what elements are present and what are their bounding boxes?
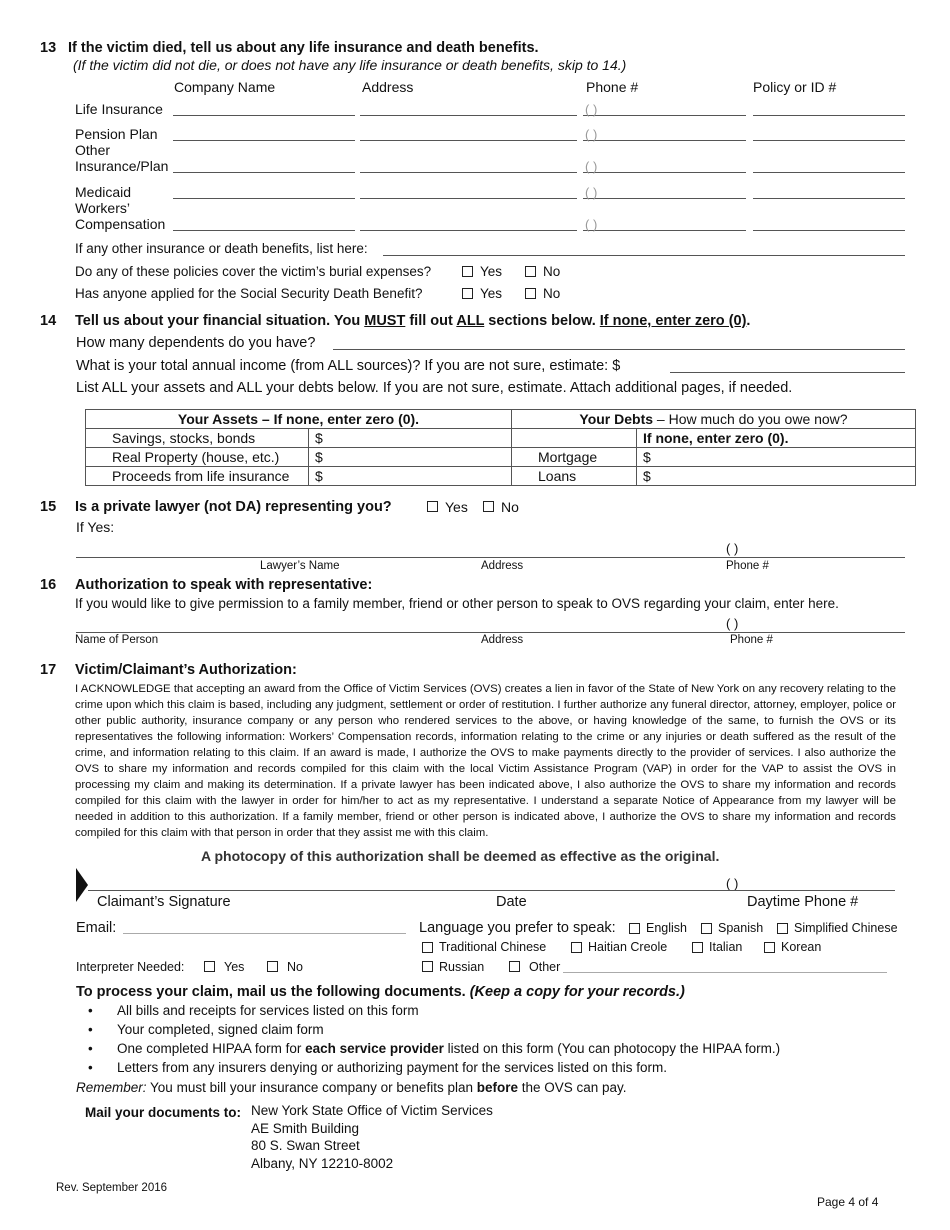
header-policy-id: Policy or ID # <box>753 79 837 95</box>
documents-list <box>76 1003 896 1079</box>
signature-label: Claimant’s Signature <box>97 894 231 910</box>
burial-no-checkbox[interactable] <box>525 266 536 277</box>
row-label-other-2: Insurance/Plan <box>75 158 169 174</box>
debt-empty-cell <box>512 429 637 448</box>
workers-address-field[interactable] <box>360 230 577 231</box>
medicaid-company-field[interactable] <box>173 198 355 199</box>
asset-life-insurance-field[interactable]: $ <box>309 467 512 486</box>
section-17-title: Victim/Claimant’s Authorization: <box>75 662 297 678</box>
other-policy-field[interactable] <box>753 172 905 173</box>
section-13-number: 13 <box>40 40 57 56</box>
asset-label-savings: Savings, stocks, bonds <box>86 429 309 448</box>
life-company-field[interactable] <box>173 115 355 116</box>
other-phone-paren: ( ) <box>585 159 598 174</box>
ss-question: Has anyone applied for the Social Security Death Benefit? <box>75 286 423 301</box>
debt-loans-field[interactable]: $ <box>637 467 916 486</box>
rep-phone-paren: ( ) <box>726 616 739 631</box>
ss-yes-checkbox[interactable] <box>462 288 473 299</box>
other-phone-field[interactable] <box>583 172 746 173</box>
list-item: • All bills and receipts for services listed on this form <box>76 1003 896 1022</box>
header-address: Address <box>362 79 414 95</box>
workers-phone-paren: ( ) <box>585 217 598 232</box>
row-label-life-insurance: Life Insurance <box>75 101 163 117</box>
burial-yes-checkbox[interactable] <box>462 266 473 277</box>
debts-header: Your Debts – How much do you owe now? <box>512 410 916 429</box>
workers-phone-field[interactable] <box>583 230 746 231</box>
burial-no-label: No <box>543 264 561 279</box>
revision-date: Rev. September 2016 <box>56 1182 168 1194</box>
lang-korean-checkbox[interactable] <box>764 942 775 953</box>
row-label-other-1: Other <box>75 142 111 158</box>
header-company-name: Company Name <box>174 79 276 95</box>
page-number: Page 4 of 4 <box>817 1195 879 1209</box>
rep-address-label: Address <box>481 634 524 646</box>
income-question: What is your total annual income (from ALL sources)? If you are not sure, estimate: $ <box>76 358 621 374</box>
other-address-field[interactable] <box>360 172 577 173</box>
lawyer-no-label: No <box>501 499 519 515</box>
medicaid-phone-paren: ( ) <box>585 185 598 200</box>
lang-russian-label: Russian <box>439 960 485 974</box>
assets-debts-table <box>85 409 916 486</box>
section-16-desc: If you would like to give permission to a family member, friend or other person to speak to OVS regarding your claim, enter here. <box>75 596 839 611</box>
rep-name-label: Name of Person <box>75 634 159 646</box>
lang-traditional-chinese-checkbox[interactable] <box>422 942 433 953</box>
lang-other-label: Other <box>529 960 561 974</box>
lang-other-field[interactable] <box>563 972 887 973</box>
address-line: Albany, NY 12210-8002 <box>251 1155 394 1171</box>
mailing-address <box>251 1102 493 1172</box>
asset-real-property-field[interactable]: $ <box>309 448 512 467</box>
burial-question: Do any of these policies cover the victim’s burial expenses? <box>75 264 432 279</box>
debt-mortgage-field[interactable]: $ <box>637 448 916 467</box>
language-label: Language you prefer to speak: <box>419 920 616 936</box>
lang-traditional-chinese-label: Traditional Chinese <box>439 940 547 954</box>
burial-yes-label: Yes <box>480 264 503 279</box>
section-13-subtitle: (If the victim did not die, or does not have any life insurance or death benefits, skip to 14.) <box>73 57 627 73</box>
if-yes-label: If Yes: <box>76 519 115 535</box>
list-item: • Your completed, signed claim form <box>76 1022 896 1041</box>
lang-spanish-label: Spanish <box>718 921 764 935</box>
section-17-number: 17 <box>40 662 57 678</box>
section-16-number: 16 <box>40 577 57 593</box>
email-label: Email: <box>76 920 117 936</box>
lang-haitian-creole-checkbox[interactable] <box>571 942 582 953</box>
lang-simplified-chinese-checkbox[interactable] <box>777 923 788 934</box>
lawyer-yes-checkbox[interactable] <box>427 501 438 512</box>
life-phone-field[interactable] <box>583 115 746 116</box>
pension-policy-field[interactable] <box>753 140 905 141</box>
address-line: AE Smith Building <box>251 1120 360 1136</box>
lawyer-info-field[interactable] <box>76 557 905 558</box>
address-line: 80 S. Swan Street <box>251 1138 360 1153</box>
lang-korean-label: Korean <box>781 940 822 954</box>
dependents-field[interactable] <box>333 349 905 350</box>
lawyer-name-label: Lawyer’s Name <box>260 560 340 572</box>
other-company-field[interactable] <box>173 172 355 173</box>
photocopy-note: A photocopy of this authorization shall be deemed as effective as the original. <box>201 848 720 864</box>
lang-spanish-checkbox[interactable] <box>701 923 712 934</box>
asset-label-real-property: Real Property (house, etc.) <box>86 448 309 467</box>
interpreter-yes-label: Yes <box>224 960 245 974</box>
medicaid-phone-field[interactable] <box>583 198 746 199</box>
life-policy-field[interactable] <box>753 115 905 116</box>
interpreter-no-label: No <box>287 960 303 974</box>
medicaid-policy-field[interactable] <box>753 198 905 199</box>
other-benefits-field[interactable] <box>383 255 905 256</box>
row-label-workers-2: Compensation <box>75 216 166 232</box>
ss-no-checkbox[interactable] <box>525 288 536 299</box>
signature-field[interactable] <box>88 890 895 891</box>
life-phone-paren: ( ) <box>585 102 598 117</box>
ss-no-label: No <box>543 286 561 301</box>
income-field[interactable] <box>670 372 905 373</box>
interpreter-label: Interpreter Needed: <box>76 960 185 974</box>
pension-company-field[interactable] <box>173 140 355 141</box>
list-item: • One completed HIPAA form for each service provider listed on this form (You can photocopy the HIPAA form.) <box>76 1041 896 1060</box>
workers-policy-field[interactable] <box>753 230 905 231</box>
assets-header: Your Assets – If none, enter zero (0). <box>86 410 512 429</box>
debt-label-mortgage: Mortgage <box>512 448 637 467</box>
dependents-question: How many dependents do you have? <box>76 335 316 351</box>
lawyer-phone-paren: ( ) <box>726 541 739 556</box>
other-benefits-label: If any other insurance or death benefits, list here: <box>75 241 368 256</box>
lawyer-no-checkbox[interactable] <box>483 501 494 512</box>
assets-instructions: List ALL your assets and ALL your debts below. If you are not sure, estimate. Attach additional pages, if needed. <box>76 380 793 396</box>
authorization-text: I ACKNOWLEDGE that accepting an award from the Office of Victim Services (OVS) creates a lien in favor of the State of New York on any recovery relating to the crime upon which this claim is based, including any judgment, settlement or order of restitution. I further authorize any funeral director, attorney, employer, police or other public authority, insurance company or any person who rendered services to the above, or having knowledge of the same, to furnish the OVS or its representatives the following information: Workers’ Compensation records, information relating to the crime or any injuries or death suffered as the result of the crime, and information relating to this claim. If an award is made, I authorize the OVS to make payments directly to the provider of services. I also authorize the OVS to share my information and records compiled for this claim with the local Victim Assistance Program (VAP) in order for the VAP to assist the OVS in processing my claim and making its determination. If a private lawyer has been indicated above, I also authorize the OVS to share my information and records compiled for this claim with the lawyer in order for him/her to act as my representative. I understand a separate Notice of Appearance from my lawyer will be needed in addition to this authorization. If a family member, friend or other person is indicated above, I authorize the OVS to share my information and records compiled for this claim with that person in order that they assist me with this claim. <box>75 683 896 839</box>
lawyer-address-label: Address <box>481 560 524 572</box>
life-address-field[interactable] <box>360 115 577 116</box>
medicaid-address-field[interactable] <box>360 198 577 199</box>
pension-phone-field[interactable] <box>583 140 746 141</box>
interpreter-no-checkbox[interactable] <box>267 961 278 972</box>
ss-yes-label: Yes <box>480 286 503 301</box>
lang-english-label: English <box>646 921 687 935</box>
daytime-phone-label: Daytime Phone # <box>747 894 859 910</box>
debt-label-loans: Loans <box>512 467 637 486</box>
section-15-title: Is a private lawyer (not DA) representing you? <box>75 499 392 515</box>
rep-phone-label: Phone # <box>730 634 773 646</box>
lawyer-phone-label: Phone # <box>726 560 769 572</box>
lang-simplified-chinese-label: Simplified Chinese <box>794 921 898 935</box>
interpreter-yes-checkbox[interactable] <box>204 961 215 972</box>
workers-company-field[interactable] <box>173 230 355 231</box>
claimant-phone-paren: ( ) <box>726 876 739 891</box>
section-16-title: Authorization to speak with representative: <box>75 577 373 593</box>
sign-here-arrow-icon <box>76 868 88 902</box>
row-label-pension-plan: Pension Plan <box>75 126 158 142</box>
row-label-workers-1: Workers’ <box>75 200 130 216</box>
remember-note: Remember: You must bill your insurance company or benefits plan before the OVS can pay. <box>76 1080 627 1095</box>
lang-italian-label: Italian <box>709 940 743 954</box>
row-label-medicaid: Medicaid <box>75 184 132 200</box>
lang-english-checkbox[interactable] <box>629 923 640 934</box>
pension-address-field[interactable] <box>360 140 577 141</box>
section-13-title: If the victim died, tell us about any life insurance and death benefits. <box>68 40 539 56</box>
lawyer-yes-label: Yes <box>445 499 468 515</box>
address-line: New York State Office of Victim Services <box>251 1103 493 1118</box>
rep-info-field[interactable] <box>76 632 905 633</box>
list-item: • Letters from any insurers denying or authorizing payment for the services listed on this form. <box>76 1060 896 1079</box>
lang-italian-checkbox[interactable] <box>692 942 703 953</box>
section-14-title: Tell us about your financial situation. You MUST fill out ALL sections below. If none, enter zero (0). <box>75 313 751 329</box>
pension-phone-paren: ( ) <box>585 127 598 142</box>
section-14-number: 14 <box>40 313 57 329</box>
lang-other-checkbox[interactable] <box>509 961 520 972</box>
email-field[interactable] <box>123 933 406 934</box>
mail-to-label: Mail your documents to: <box>85 1105 242 1120</box>
asset-label-life-insurance: Proceeds from life insurance <box>86 467 309 486</box>
lang-russian-checkbox[interactable] <box>422 961 433 972</box>
asset-savings-field[interactable]: $ <box>309 429 512 448</box>
debts-none-note: If none, enter zero (0). <box>637 429 916 448</box>
header-phone: Phone # <box>586 79 639 95</box>
section-15-number: 15 <box>40 499 57 515</box>
date-label: Date <box>496 894 527 910</box>
lang-haitian-creole-label: Haitian Creole <box>588 940 668 954</box>
mail-title: To process your claim, mail us the following documents. (Keep a copy for your records.) <box>76 984 685 1000</box>
